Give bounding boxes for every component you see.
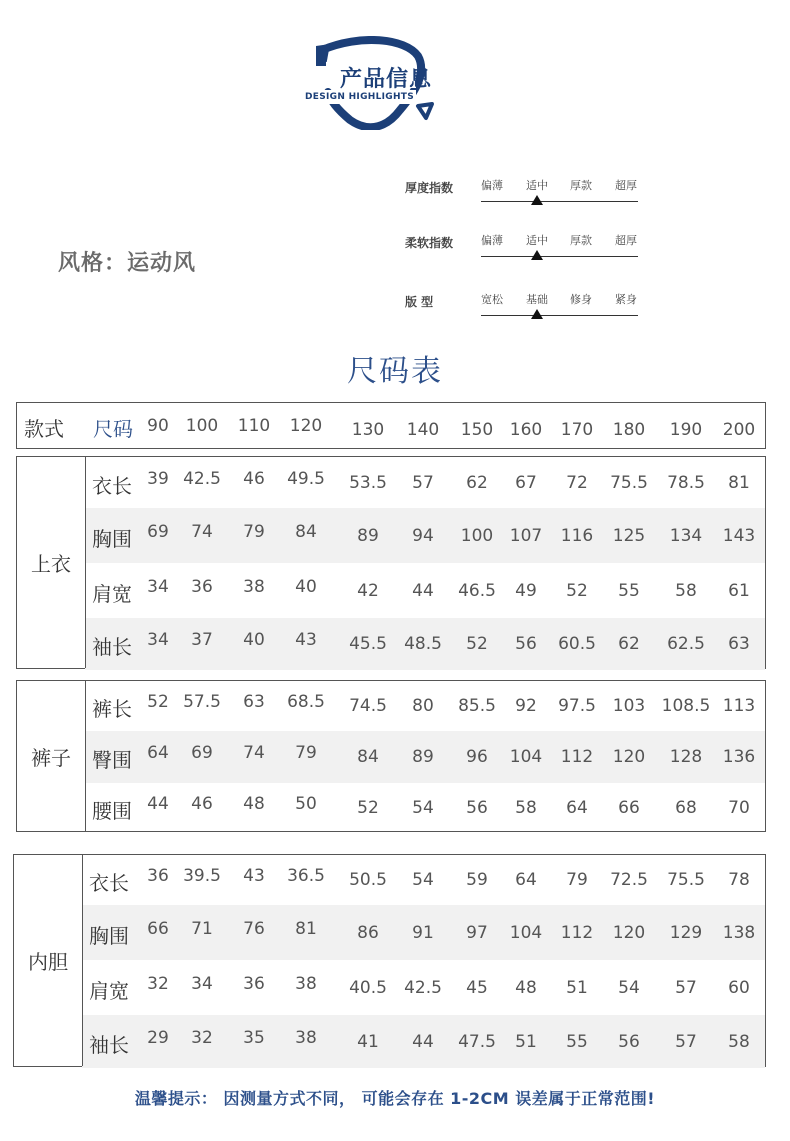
table-cell: 40.5 — [349, 978, 387, 998]
table-cell: 40 — [243, 630, 265, 650]
table-cell: 54 — [618, 978, 640, 998]
table-cell: 34 — [147, 630, 169, 650]
table-cell: 43 — [243, 866, 265, 886]
size-header-cell: 90 — [147, 416, 169, 436]
size-header: 尺码 — [93, 417, 133, 441]
row-label: 腰围 — [92, 799, 132, 823]
table-cell: 57.5 — [183, 692, 221, 712]
table-cell: 112 — [560, 923, 594, 943]
table-row — [85, 457, 765, 508]
table-cell: 91 — [412, 923, 434, 943]
table-cell: 97 — [466, 923, 488, 943]
table-cell: 81 — [728, 473, 750, 493]
table-cell: 60.5 — [558, 634, 596, 654]
index-scale-line — [481, 256, 638, 257]
table-cell: 84 — [295, 522, 317, 542]
table-cell: 70 — [728, 798, 750, 818]
index-option: 修身 — [570, 293, 592, 306]
table-row — [85, 508, 765, 563]
row-label: 衣长 — [92, 474, 132, 498]
table-cell: 56 — [618, 1032, 640, 1052]
table-cell: 107 — [509, 526, 543, 546]
table-cell: 64 — [566, 798, 588, 818]
table-cell: 56 — [515, 634, 537, 654]
measurement-tip: 温馨提示： 因测量方式不同， 可能会存在 1-2CM 误差属于正常范围! — [134, 1089, 656, 1108]
table-row — [82, 905, 765, 960]
size-header-cell: 100 — [185, 416, 219, 436]
logo-title: 产品信息 — [340, 67, 433, 92]
table-cell: 69 — [147, 522, 169, 542]
table-cell: 81 — [295, 919, 317, 939]
table-cell: 68.5 — [287, 692, 325, 712]
size-header-cell: 190 — [669, 420, 703, 440]
table-cell: 37 — [191, 630, 213, 650]
table-cell: 103 — [612, 696, 646, 716]
table-cell: 104 — [509, 923, 543, 943]
table-cell: 94 — [412, 526, 434, 546]
table-cell: 79 — [295, 743, 317, 763]
index-option: 基础 — [526, 293, 548, 306]
index-marker-icon — [531, 309, 543, 319]
table-cell: 39.5 — [183, 866, 221, 886]
table-cell: 44 — [412, 1032, 434, 1052]
table-cell: 57 — [675, 1032, 697, 1052]
table-cell: 78.5 — [667, 473, 705, 493]
table-cell: 79 — [566, 870, 588, 890]
table-cell: 129 — [669, 923, 703, 943]
table-cell: 75.5 — [610, 473, 648, 493]
size-group-table — [16, 456, 766, 669]
table-cell: 47.5 — [458, 1032, 496, 1052]
table-cell: 55 — [566, 1032, 588, 1052]
table-cell: 64 — [147, 743, 169, 763]
table-cell: 32 — [147, 974, 169, 994]
index-option: 超厚 — [615, 234, 637, 247]
table-cell: 46 — [243, 469, 265, 489]
table-cell: 42.5 — [183, 469, 221, 489]
size-header-cell: 130 — [351, 420, 385, 440]
table-cell: 76 — [243, 919, 265, 939]
table-cell: 42.5 — [404, 978, 442, 998]
table-cell: 46 — [191, 794, 213, 814]
index-marker-icon — [531, 195, 543, 205]
table-cell: 52 — [147, 692, 169, 712]
index-option: 宽松 — [481, 293, 503, 306]
index-option: 超厚 — [615, 179, 637, 192]
size-header-row — [16, 402, 766, 449]
table-row — [82, 1015, 765, 1068]
table-cell: 113 — [722, 696, 756, 716]
table-cell: 78 — [728, 870, 750, 890]
table-cell: 120 — [612, 747, 646, 767]
table-cell: 125 — [612, 526, 646, 546]
row-label: 胸围 — [92, 527, 132, 551]
table-cell: 58 — [515, 798, 537, 818]
table-cell: 49.5 — [287, 469, 325, 489]
size-header-cell: 110 — [237, 416, 271, 436]
table-cell: 32 — [191, 1028, 213, 1048]
table-cell: 49 — [515, 581, 537, 601]
table-cell: 53.5 — [349, 473, 387, 493]
table-cell: 108.5 — [661, 696, 711, 716]
table-cell: 46.5 — [458, 581, 496, 601]
size-header-cell: 120 — [289, 416, 323, 436]
style-label: 风格：运动风 — [58, 251, 197, 276]
table-cell: 74 — [191, 522, 213, 542]
index-option: 厚款 — [570, 179, 592, 192]
table-cell: 55 — [618, 581, 640, 601]
table-row — [85, 731, 765, 783]
style-header: 款式 — [24, 417, 64, 441]
table-cell: 61 — [728, 581, 750, 601]
table-cell: 120 — [612, 923, 646, 943]
table-cell: 79 — [243, 522, 265, 542]
row-label: 衣长 — [89, 871, 129, 895]
table-cell: 52 — [466, 634, 488, 654]
table-cell: 63 — [243, 692, 265, 712]
table-cell: 43 — [295, 630, 317, 650]
size-header-cell: 150 — [460, 420, 494, 440]
table-cell: 36 — [147, 866, 169, 886]
table-cell: 96 — [466, 747, 488, 767]
size-chart-title: 尺码表 — [347, 354, 443, 389]
table-cell: 89 — [357, 526, 379, 546]
table-cell: 60 — [728, 978, 750, 998]
table-cell: 45.5 — [349, 634, 387, 654]
table-cell: 75.5 — [667, 870, 705, 890]
table-cell: 85.5 — [458, 696, 496, 716]
table-cell: 104 — [509, 747, 543, 767]
table-cell: 50.5 — [349, 870, 387, 890]
logo-subtitle: DESIGN HIGHLIGHTS — [305, 92, 415, 102]
table-cell: 45 — [466, 978, 488, 998]
table-cell: 58 — [675, 581, 697, 601]
table-cell: 48.5 — [404, 634, 442, 654]
table-cell: 48 — [243, 794, 265, 814]
table-cell: 44 — [412, 581, 434, 601]
table-cell: 138 — [722, 923, 756, 943]
table-cell: 69 — [191, 743, 213, 763]
table-row — [85, 563, 765, 618]
table-row — [82, 960, 765, 1015]
table-cell: 44 — [147, 794, 169, 814]
table-cell: 42 — [357, 581, 379, 601]
table-cell: 100 — [460, 526, 494, 546]
size-header-cell: 180 — [612, 420, 646, 440]
table-cell: 62 — [466, 473, 488, 493]
size-header-cell: 140 — [406, 420, 440, 440]
table-cell: 41 — [357, 1032, 379, 1052]
index-scale-line — [481, 315, 638, 316]
index-label: 柔软指数 — [405, 236, 454, 250]
table-cell: 35 — [243, 1028, 265, 1048]
table-cell: 38 — [295, 1028, 317, 1048]
table-cell: 54 — [412, 870, 434, 890]
table-cell: 63 — [728, 634, 750, 654]
table-cell: 97.5 — [558, 696, 596, 716]
table-cell: 36 — [243, 974, 265, 994]
index-marker-icon — [531, 250, 543, 260]
group-label: 内胆 — [14, 855, 83, 1066]
index-option: 适中 — [526, 179, 548, 192]
table-cell: 89 — [412, 747, 434, 767]
table-cell: 74.5 — [349, 696, 387, 716]
table-cell: 57 — [412, 473, 434, 493]
table-cell: 128 — [669, 747, 703, 767]
table-cell: 40 — [295, 577, 317, 597]
size-group-table — [13, 854, 766, 1067]
table-cell: 59 — [466, 870, 488, 890]
index-option: 偏薄 — [481, 179, 503, 192]
size-header-cell: 200 — [722, 420, 756, 440]
table-cell: 54 — [412, 798, 434, 818]
table-cell: 57 — [675, 978, 697, 998]
table-row — [85, 618, 765, 670]
table-row — [85, 681, 765, 731]
table-cell: 92 — [515, 696, 537, 716]
table-cell: 86 — [357, 923, 379, 943]
table-cell: 74 — [243, 743, 265, 763]
table-cell: 48 — [515, 978, 537, 998]
table-cell: 34 — [191, 974, 213, 994]
size-group-table — [16, 680, 766, 832]
row-label: 胸围 — [89, 924, 129, 948]
table-cell: 72.5 — [610, 870, 648, 890]
size-header-cell: 160 — [509, 420, 543, 440]
index-label: 厚度指数 — [405, 181, 454, 195]
table-cell: 67 — [515, 473, 537, 493]
group-label: 上衣 — [17, 457, 86, 668]
table-cell: 80 — [412, 696, 434, 716]
table-cell: 72 — [566, 473, 588, 493]
table-cell: 136 — [722, 747, 756, 767]
table-cell: 36 — [191, 577, 213, 597]
table-cell: 38 — [243, 577, 265, 597]
table-cell: 34 — [147, 577, 169, 597]
table-cell: 56 — [466, 798, 488, 818]
table-cell: 84 — [357, 747, 379, 767]
table-cell: 38 — [295, 974, 317, 994]
table-row — [82, 855, 765, 905]
table-cell: 52 — [566, 581, 588, 601]
table-row — [85, 783, 765, 833]
index-option: 紧身 — [615, 293, 637, 306]
table-cell: 29 — [147, 1028, 169, 1048]
table-cell: 66 — [147, 919, 169, 939]
table-cell: 68 — [675, 798, 697, 818]
table-cell: 143 — [722, 526, 756, 546]
table-cell: 71 — [191, 919, 213, 939]
table-cell: 134 — [669, 526, 703, 546]
row-label: 袖长 — [92, 635, 132, 659]
table-cell: 50 — [295, 794, 317, 814]
table-cell: 51 — [566, 978, 588, 998]
index-option: 偏薄 — [481, 234, 503, 247]
table-cell: 39 — [147, 469, 169, 489]
table-cell: 52 — [357, 798, 379, 818]
table-cell: 66 — [618, 798, 640, 818]
table-cell: 112 — [560, 747, 594, 767]
row-label: 肩宽 — [89, 979, 129, 1003]
group-label: 裤子 — [17, 681, 86, 831]
row-label: 裤长 — [92, 697, 132, 721]
row-label: 臀围 — [92, 748, 132, 772]
row-label: 袖长 — [89, 1033, 129, 1057]
index-scale-line — [481, 201, 638, 202]
index-label: 版 型 — [405, 295, 434, 309]
table-cell: 64 — [515, 870, 537, 890]
index-option: 厚款 — [570, 234, 592, 247]
table-cell: 51 — [515, 1032, 537, 1052]
table-cell: 36.5 — [287, 866, 325, 886]
table-cell: 116 — [560, 526, 594, 546]
table-cell: 62.5 — [667, 634, 705, 654]
table-cell: 62 — [618, 634, 640, 654]
size-header-cell: 170 — [560, 420, 594, 440]
row-label: 肩宽 — [92, 582, 132, 606]
table-cell: 58 — [728, 1032, 750, 1052]
index-option: 适中 — [526, 234, 548, 247]
